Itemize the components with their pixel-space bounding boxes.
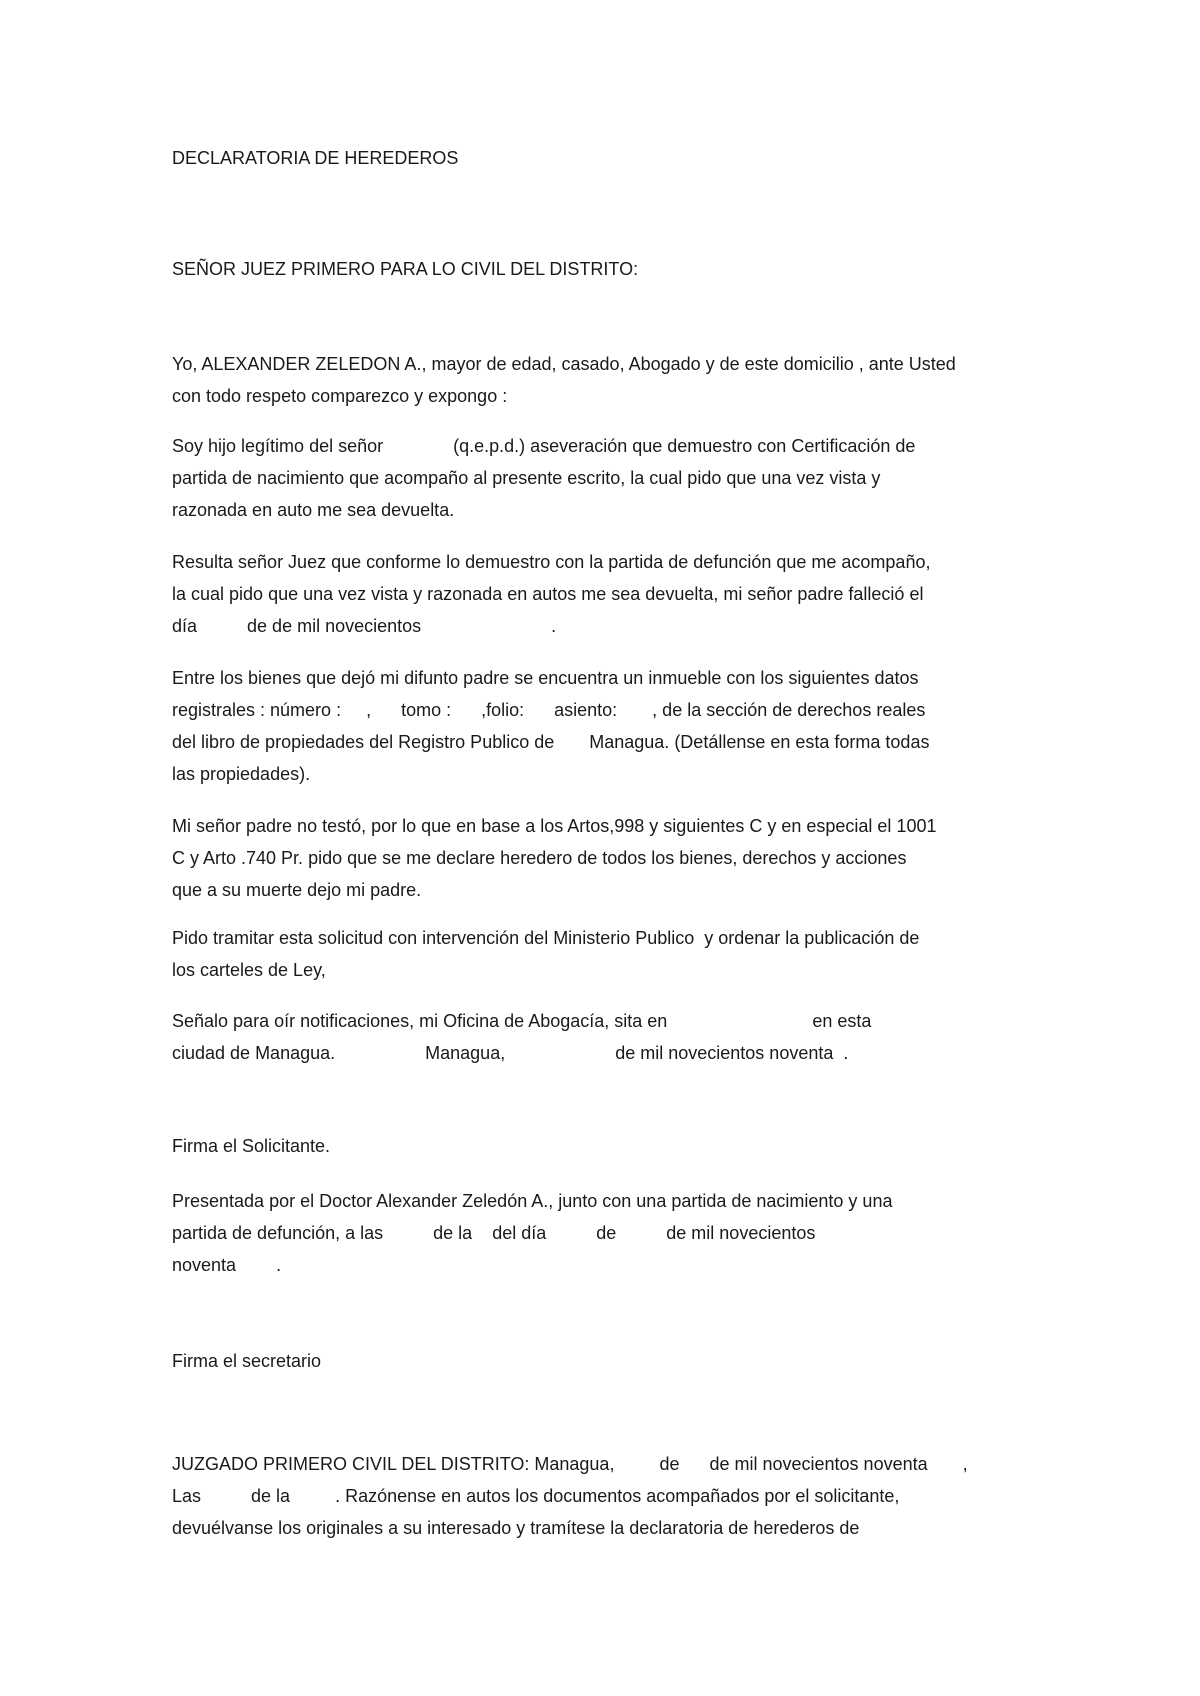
paragraph-4-line: las propiedades). — [172, 764, 311, 784]
paragraph-11-line: Las de la . Razónense en autos los documentos acompañados por el solicitante, — [172, 1486, 900, 1506]
paragraph-2-line: Soy hijo legítimo del señor (q.e.p.d.) aseveración que demuestro con Certificación de — [172, 436, 916, 456]
paragraph-5-line: que a su muerte dejo mi padre. — [172, 880, 422, 900]
paragraph-9-line: partida de defunción, a las de la del día de de mil novecientos — [172, 1223, 816, 1243]
paragraph-8-line: Firma el Solicitante. — [172, 1136, 331, 1156]
paragraph-4-line: del libro de propiedades del Registro Publico de Managua. (Detállense en esta forma todas — [172, 732, 930, 752]
paragraph-3-line: la cual pido que una vez vista y razonada en autos me sea devuelta, mi señor padre falleció el — [172, 584, 924, 604]
paragraph-1-line: con todo respeto comparezco y expongo : — [172, 386, 508, 406]
document-title: DECLARATORIA DE HEREDEROS — [172, 148, 459, 168]
paragraph-7-line: ciudad de Managua. Managua, de mil novecientos noventa . — [172, 1043, 849, 1063]
paragraph-3-line: Resulta señor Juez que conforme lo demuestro con la partida de defunción que me acompaño, — [172, 552, 931, 572]
paragraph-5-line: C y Arto .740 Pr. pido que se me declare heredero de todos los bienes, derechos y acciones — [172, 848, 907, 868]
paragraph-11-line: devuélvanse los originales a su interesado y tramítese la declaratoria de herederos de — [172, 1518, 860, 1538]
paragraph-10-line: Firma el secretario — [172, 1351, 322, 1371]
paragraph-9-line: noventa . — [172, 1255, 282, 1275]
paragraph-4-line: Entre los bienes que dejó mi difunto padre se encuentra un inmueble con los siguientes datos — [172, 668, 919, 688]
addressee-line: SEÑOR JUEZ PRIMERO PARA LO CIVIL DEL DISTRITO: — [172, 259, 639, 279]
paragraph-5-line: Mi señor padre no testó, por lo que en base a los Artos,998 y siguientes C y en especial el 1001 — [172, 816, 937, 836]
paragraph-6-line: Pido tramitar esta solicitud con intervención del Ministerio Publico y ordenar la publicación de — [172, 928, 920, 948]
paragraph-1-line: Yo, ALEXANDER ZELEDON A., mayor de edad, casado, Abogado y de este domicilio , ante Usted — [172, 354, 956, 374]
paragraph-4-line: registrales : número : , tomo : ,folio: asiento: , de la sección de derechos reales — [172, 700, 926, 720]
paragraph-7-line: Señalo para oír notificaciones, mi Oficina de Abogacía, sita en en esta — [172, 1011, 872, 1031]
paragraph-2-line: razonada en auto me sea devuelta. — [172, 500, 455, 520]
paragraph-11-line: JUZGADO PRIMERO CIVIL DEL DISTRITO: Managua, de de mil novecientos noventa , — [172, 1454, 968, 1474]
paragraph-9-line: Presentada por el Doctor Alexander Zeledón A., junto con una partida de nacimiento y una — [172, 1191, 893, 1211]
paragraph-2-line: partida de nacimiento que acompaño al presente escrito, la cual pido que una vez vista y — [172, 468, 881, 488]
paragraph-6-line: los carteles de Ley, — [172, 960, 326, 980]
paragraph-3-line: día de de mil novecientos . — [172, 616, 557, 636]
